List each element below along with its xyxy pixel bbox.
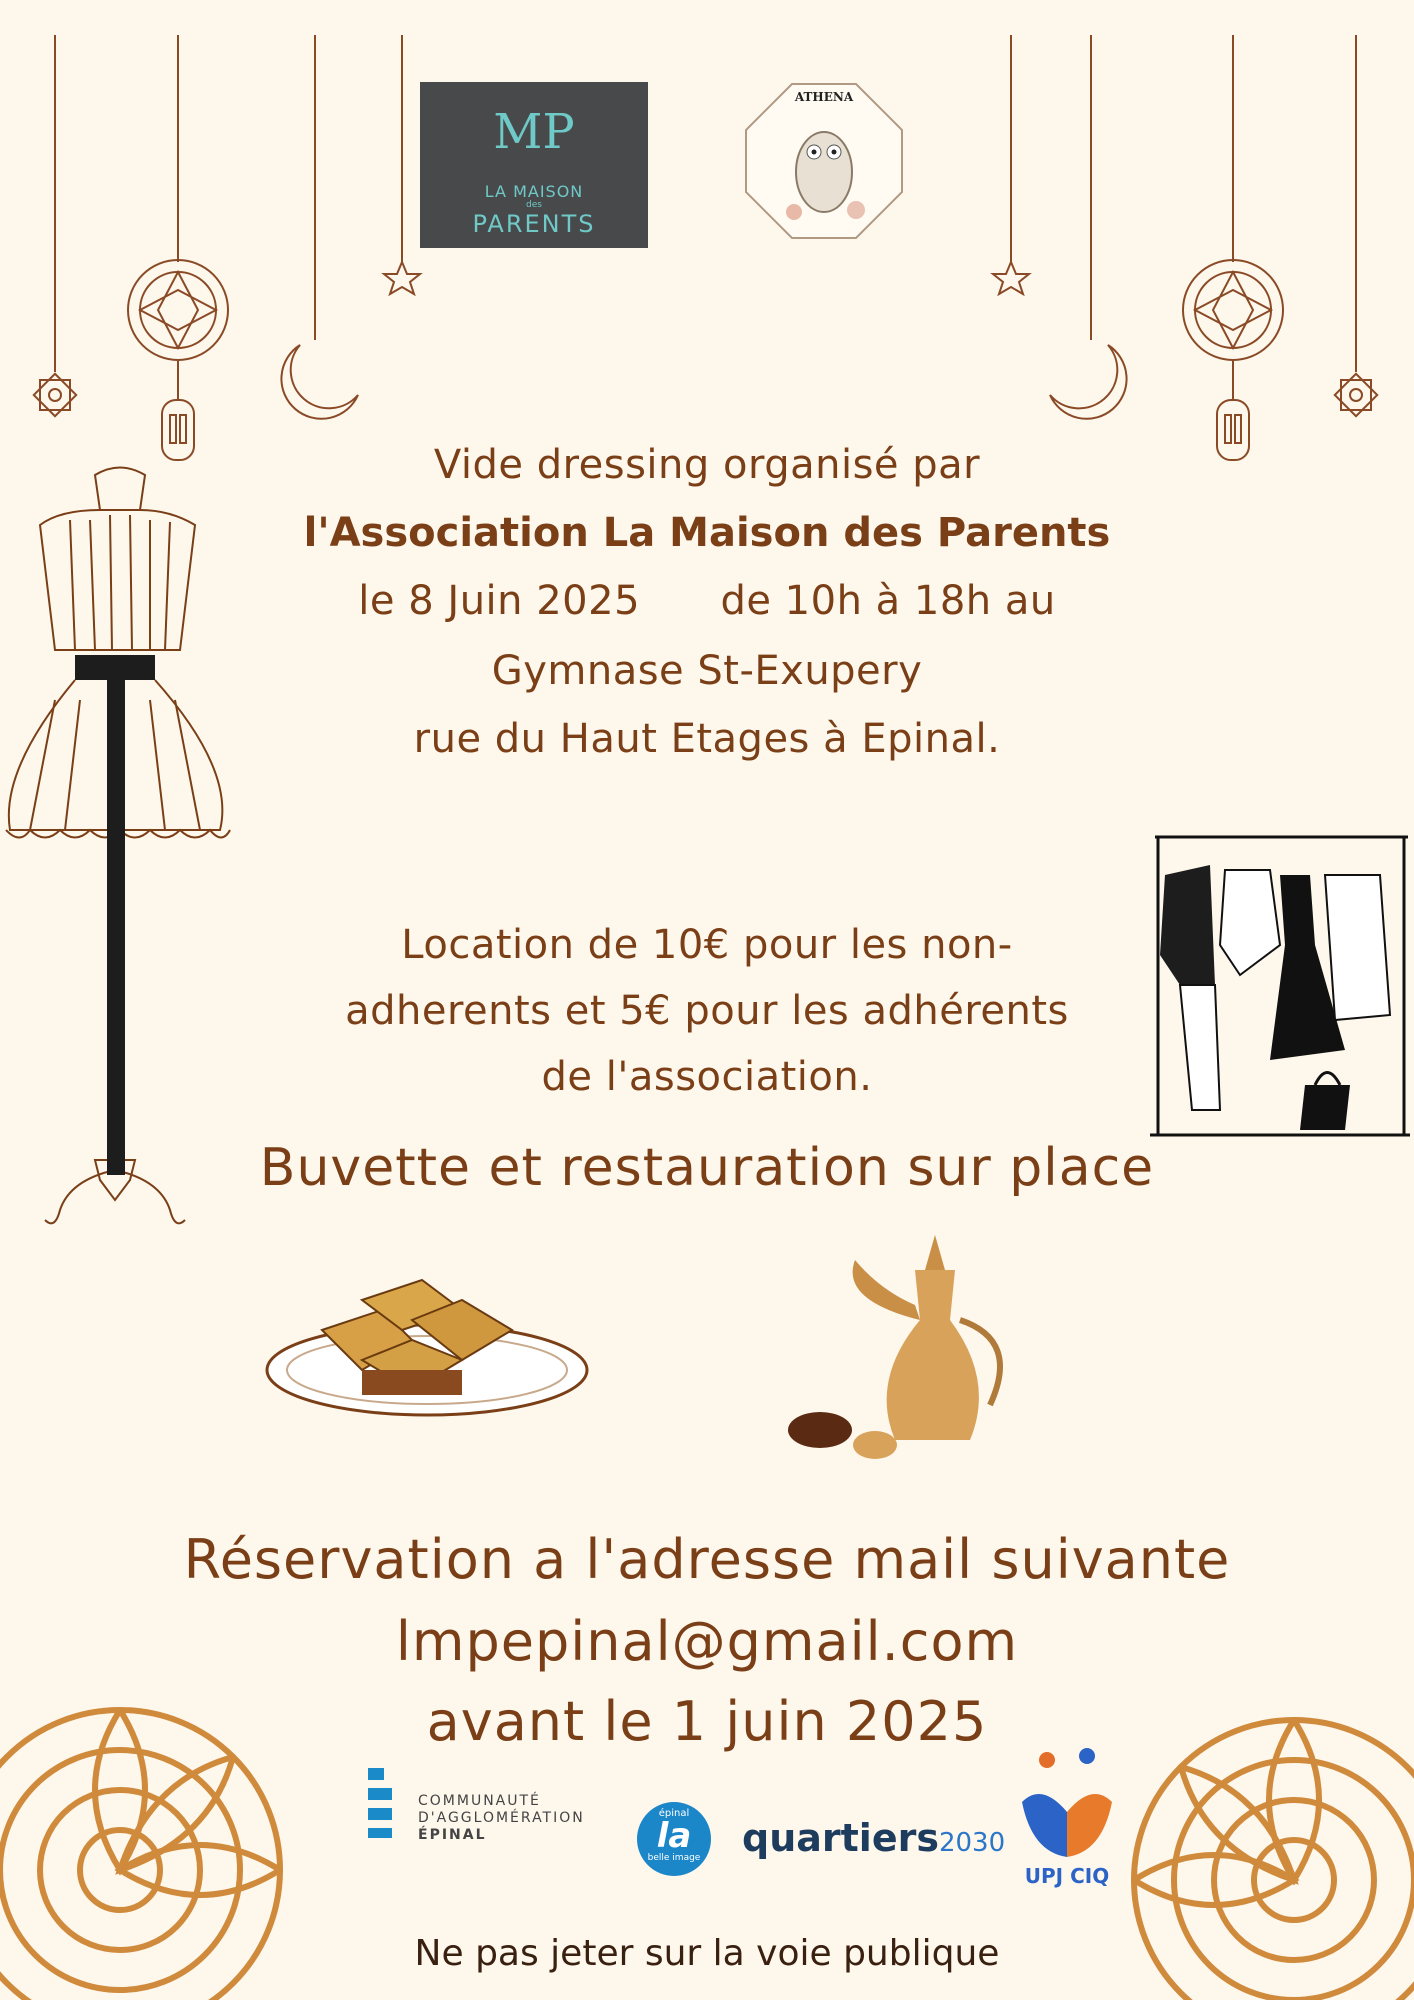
logo-line2: des: [526, 200, 542, 210]
upj-ciq-label: UPJ CIQ: [1024, 1864, 1110, 1888]
communaute-line1: COMMUNAUTÉ: [418, 1793, 541, 1809]
athena-logo: [744, 82, 904, 240]
event-intro: Vide dressing organisé par: [433, 442, 981, 488]
pricing-line-1: Location de 10€ pour les non-: [401, 922, 1013, 968]
communaute-line2: D'AGGLOMÉRATION: [418, 1810, 585, 1826]
logo-monogram: MP: [493, 104, 575, 160]
epinal-la: la: [656, 1816, 692, 1856]
event-address: rue du Haut Etages à Epinal.: [413, 716, 1001, 762]
upj-ciq-logo: [1012, 1742, 1122, 1902]
event-date-time: [0, 578, 1414, 624]
event-time: de 10h à 18h au: [720, 578, 1056, 624]
event-date: le 8 Juin 2025: [358, 578, 641, 624]
epinal-bottom: belle image: [647, 1853, 701, 1863]
logo-line3: PARENTS: [472, 210, 596, 238]
footer-notice: Ne pas jeter sur la voie publique: [414, 1933, 1000, 1974]
reservation-deadline: avant le 1 juin 2025: [426, 1690, 988, 1753]
quartiers-number: 2030: [938, 1828, 1006, 1858]
event-venue: Gymnase St-Exupery: [491, 648, 923, 694]
quartiers-2030-logo: [742, 1816, 1005, 1860]
pricing-line-2: adherents et 5€ pour les adhérents: [345, 988, 1069, 1034]
event-organizer: l'Association La Maison des Parents: [303, 510, 1111, 556]
reservation-email[interactable]: lmpepinal@gmail.com: [395, 1610, 1019, 1673]
reservation-heading: Réservation a l'adresse mail suivante: [183, 1528, 1231, 1591]
baklava-plate-illustration: [262, 1260, 592, 1420]
maison-des-parents-logo: [420, 82, 648, 248]
logo-line1: LA MAISON: [484, 182, 584, 201]
epinal-la-belle-image-logo: [637, 1802, 711, 1876]
communaute-line3: ÉPINAL: [418, 1827, 487, 1843]
arabic-coffee-pot-illustration: [780, 1230, 1030, 1460]
communaute-agglomeration-logo: [368, 1768, 628, 1843]
pricing-line-3: de l'association.: [541, 1054, 873, 1100]
buvette-heading: Buvette et restauration sur place: [259, 1138, 1155, 1198]
athena-name: ATHENA: [794, 90, 854, 104]
quartiers-word: quartiers: [742, 1816, 939, 1860]
hanging-ornaments: [0, 0, 1414, 470]
epinal-top: épinal: [658, 1808, 690, 1819]
